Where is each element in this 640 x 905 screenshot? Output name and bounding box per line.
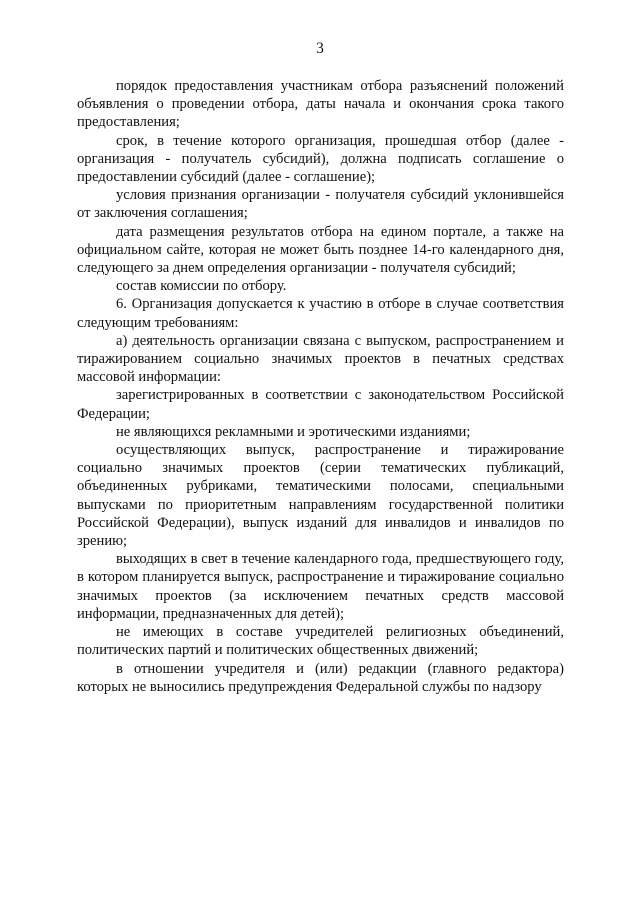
paragraph-commission-composition: состав комиссии по отбору.	[116, 278, 287, 295]
page-number: 3	[316, 40, 324, 57]
document-body	[77, 77, 564, 696]
paragraph-not-advertising: не являющихся рекламными и эротическими изданиями;	[116, 423, 471, 440]
paragraph-no-religious-founders: не имеющих в составе учредителей религиозных объединений, политических партий и политических общественных движений;	[77, 624, 564, 659]
paragraph-published-during-year: выходящих в свет в течение календарного года, предшествующего году, в котором планируется выпуск, распространение и тиражирование социально значимых проектов (за исключением печатных средств массовой информации, предназначенных для детей);	[77, 551, 564, 622]
paragraph-clarification-procedure: порядок предоставления участникам отбора разъяснений положений объявления о проведении отбора, даты начала и окончания срока такого предоставления;	[77, 78, 564, 131]
paragraph-socially-significant: осуществляющих выпуск, распространение и тиражирование социально значимых проектов (серии тематических публикаций, объединенных рубриками, тематическими полосами, специальными выпусками по приоритетным направлениям государственной политики Российской Федерации), выпуск изданий для инвалидов и инвалидов по зрению;	[77, 442, 564, 550]
paragraph-item-a: а) деятельность организации связана с выпуском, распространением и тиражированием социально значимых проектов в печатных средствах массовой информации:	[77, 332, 564, 386]
paragraph-no-warnings: в отношении учредителя и (или) редакции (главного редактора) которых не выносились предупреждения Федеральной службы по надзору	[77, 660, 564, 695]
paragraph-section-6: 6. Организация допускается к участию в отборе в случае соответствия следующим требованиям:	[77, 296, 564, 331]
paragraph-registered: зарегистрированных в соответствии с законодательством Российской Федерации;	[77, 387, 564, 422]
paragraph-evasion-conditions: условия признания организации - получателя субсидий уклонившейся от заключения соглашения;	[77, 187, 564, 222]
paragraph-agreement-deadline: срок, в течение которого организация, прошедшая отбор (далее - организация - получатель субсидий), должна подписать соглашение о предоставлении субсидий (далее - соглашение);	[77, 132, 564, 186]
paragraph-results-publication: дата размещения результатов отбора на едином портале, а также на официальном сайте, которая не может быть позднее 14-го календарного дня, следующего за днем определения организации - получателя субсидий;	[77, 223, 564, 277]
